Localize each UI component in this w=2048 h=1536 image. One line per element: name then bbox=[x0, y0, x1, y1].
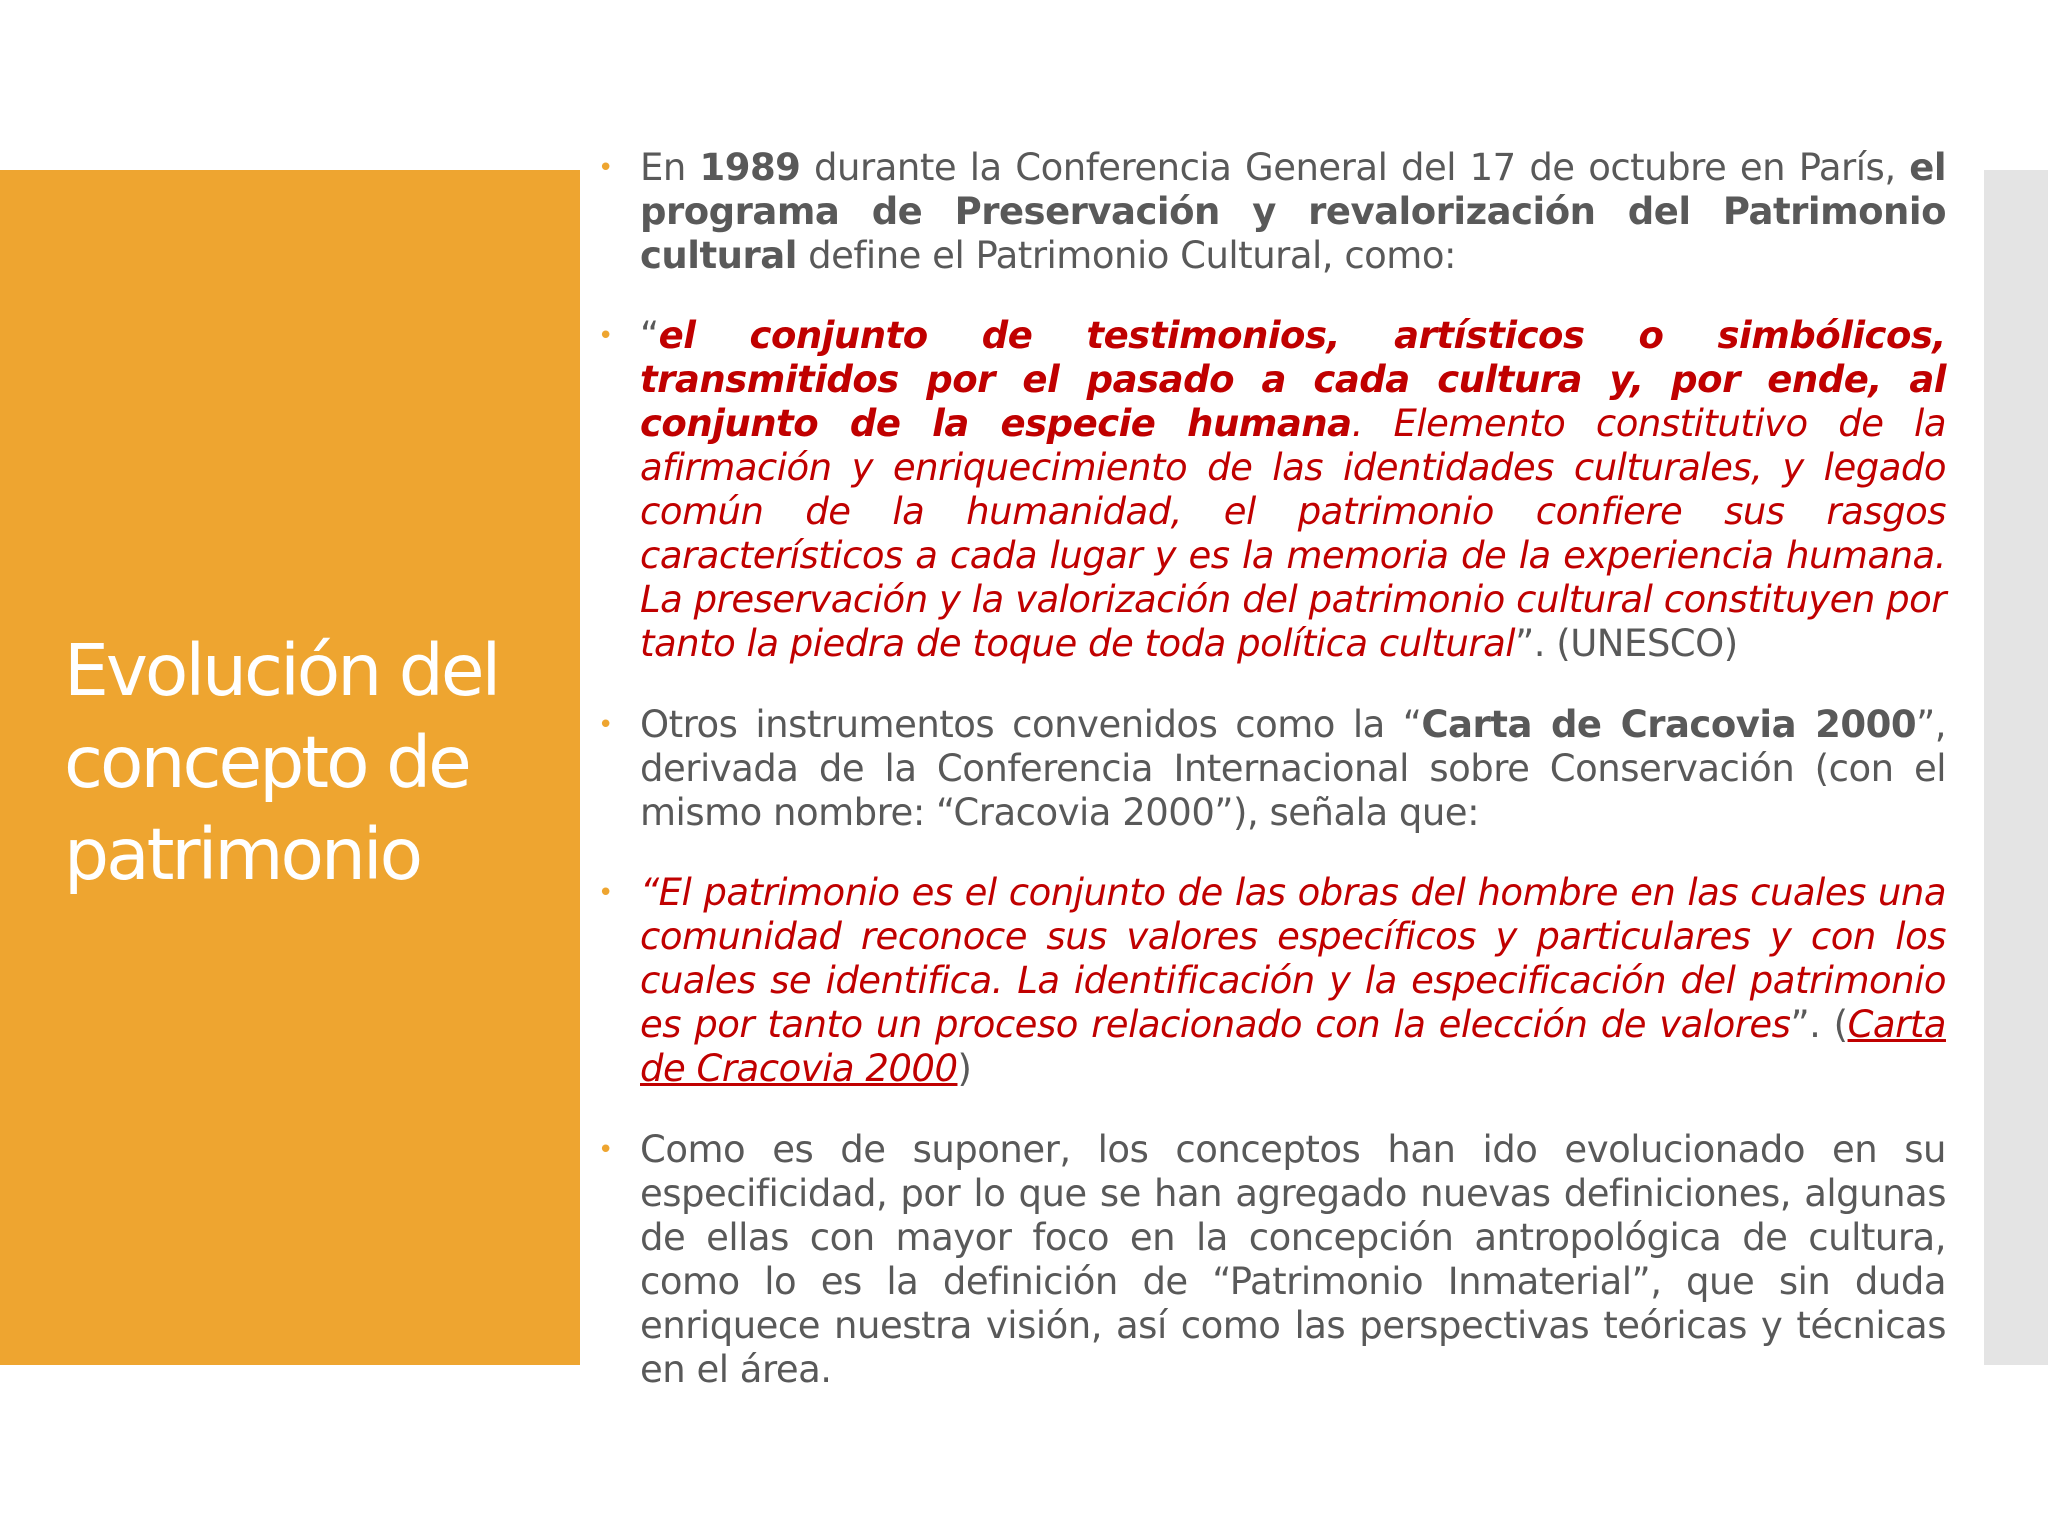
charter-emphasis: Carta de Cracovia 2000 bbox=[1421, 703, 1917, 746]
bullet-dot-icon: • bbox=[598, 321, 613, 351]
quote-attribution: ”. (UNESCO) bbox=[1515, 622, 1738, 665]
quote-end: ) bbox=[957, 1047, 972, 1090]
bullet-list bbox=[596, 146, 1946, 1392]
bullet-item bbox=[596, 1128, 1946, 1392]
quote-text: . Elemento constitutivo de la afirmación y enriquecimiento de las identidades culturales, y legado común de la humanidad, el patrimonio confiere sus rasgos característicos a cada lugar y es la memoria de la experiencia humana. La preservación y la valorización del patrimonio cultural constituyen por tanto la piedra de toque de toda política cultural bbox=[640, 402, 1947, 665]
bullet-text: En bbox=[640, 146, 700, 189]
bullet-text: Como es de suponer, los conceptos han ido evolucionado en su especificidad, por lo que se han agregado nuevas definiciones, algunas de ellas con mayor foco en la concepción antropológica de cultura, como lo es la definición de “Patrimonio Inmaterial”, que sin duda enriquece nuestra visión, así como las perspectivas teóricas y técnicas en el área. bbox=[640, 1128, 1946, 1391]
side-strip bbox=[1984, 170, 2048, 1365]
quote-close: ”. ( bbox=[1790, 1003, 1848, 1046]
bullet-text: define el Patrimonio Cultural, como: bbox=[796, 234, 1456, 277]
bullet-dot-icon: • bbox=[598, 153, 613, 183]
quote-emphasis: el conjunto de testimonios, artísticos o simbólicos, transmitidos por el pasado a cada cultura y, por ende, al conjunto de la especie humana bbox=[640, 314, 1946, 445]
bullet-dot-icon: • bbox=[598, 878, 613, 908]
bullet-item bbox=[596, 146, 1946, 278]
bullet-dot-icon: • bbox=[598, 710, 613, 740]
program-emphasis: el programa de Preservación y revalorización del Patrimonio cultural bbox=[640, 146, 1946, 277]
bullet-item bbox=[596, 871, 1946, 1091]
year-emphasis: 1989 bbox=[699, 146, 801, 189]
slide-title: Evolución del concepto de patrimonio bbox=[64, 629, 499, 896]
bullet-text: durante la Conferencia General del 17 de octubre en París, bbox=[800, 146, 1910, 189]
cracovia-link[interactable]: Carta de Cracovia 2000 bbox=[640, 1003, 1946, 1090]
quote-open: “ bbox=[640, 314, 659, 357]
bullet-dot-icon: • bbox=[598, 1135, 613, 1165]
bullet-text: ”, derivada de la Conferencia Internacional sobre Conservación (con el mismo nombre: “Cracovia 2000”), señala que: bbox=[640, 703, 1947, 834]
bullet-item bbox=[596, 314, 1946, 666]
bullet-text: Otros instrumentos convenidos como la “ bbox=[640, 703, 1422, 746]
bullet-item bbox=[596, 703, 1946, 835]
quote-text: “El patrimonio es el conjunto de las obras del hombre en las cuales una comunidad reconoce sus valores específicos y particulares y con los cuales se identifica. La identificación y la especificación del patrimonio es por tanto un proceso relacionado con la elección de valores bbox=[640, 871, 1946, 1046]
